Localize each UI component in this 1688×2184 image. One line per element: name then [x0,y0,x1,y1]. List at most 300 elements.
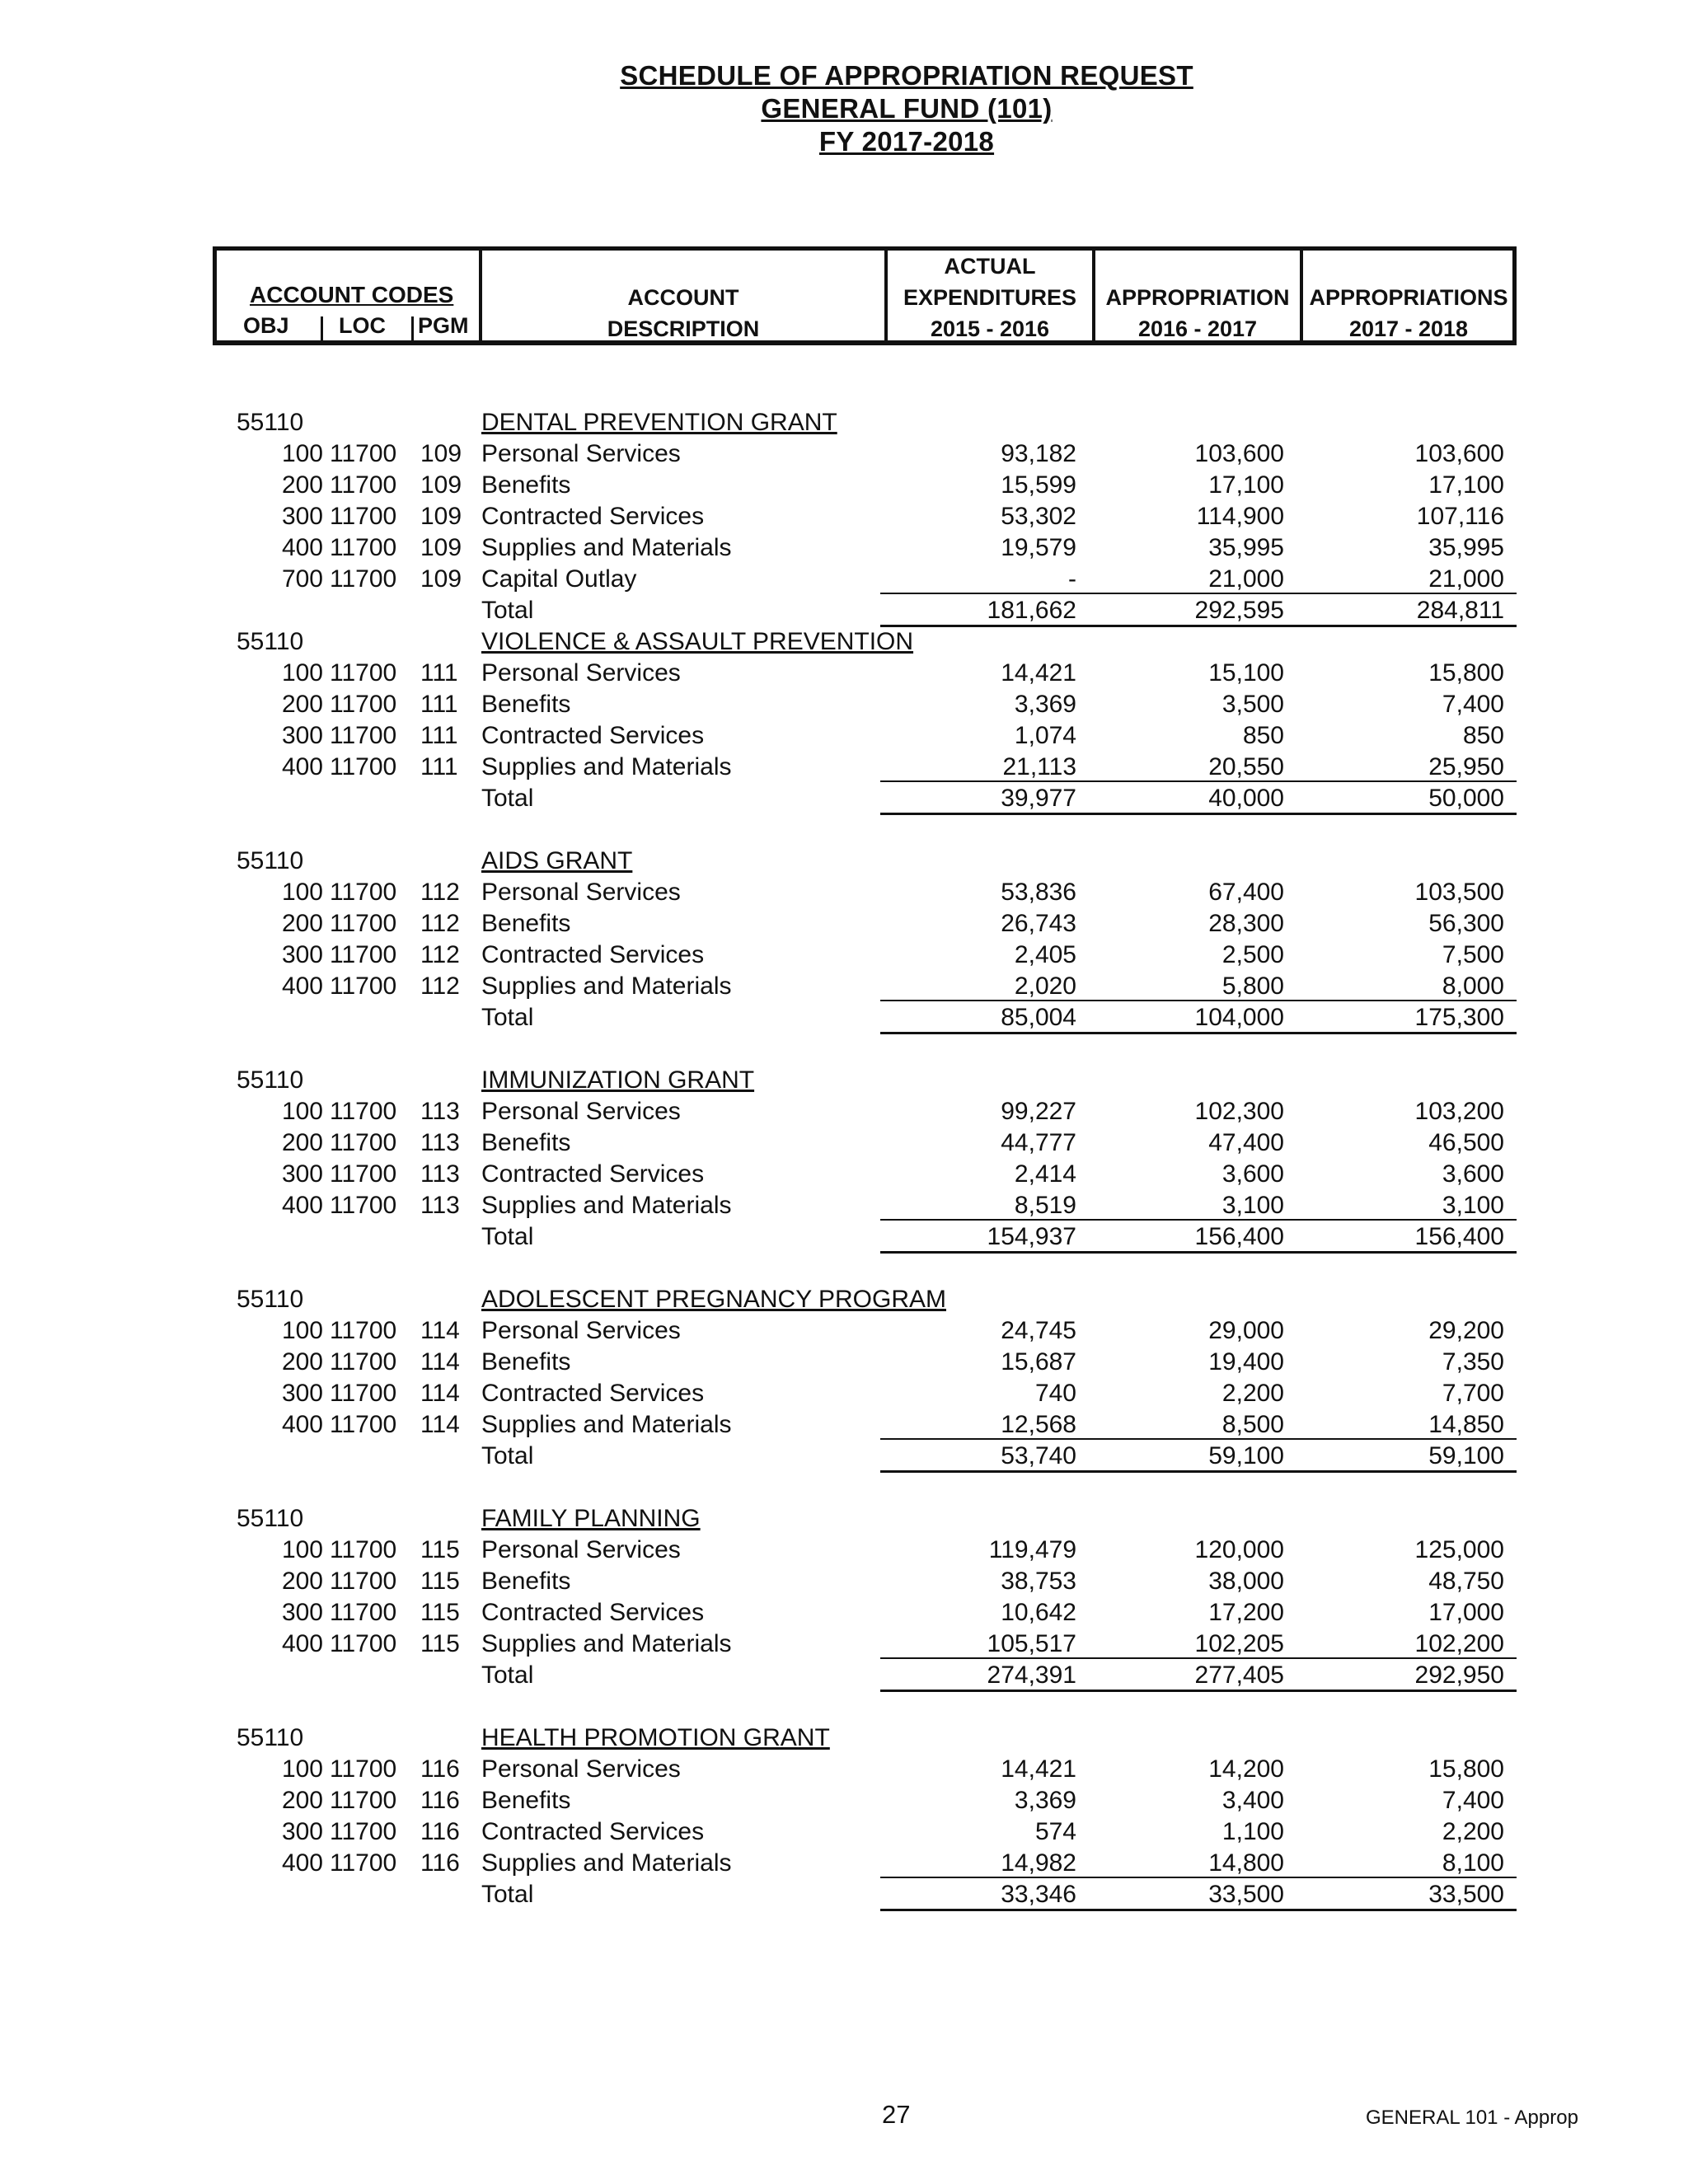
group-title: FAMILY PLANNING [481,1505,701,1532]
obj-code: 700 [281,565,323,593]
appropriations-value: 2,200 [1442,1818,1504,1845]
pgm-code: 111 [420,691,458,718]
account-description: Benefits [481,1787,571,1814]
account-description: Benefits [481,1348,571,1376]
header-account-codes-label: ACCOUNT CODES [250,282,454,307]
account-description: Contracted Services [481,1160,705,1188]
account-description: Supplies and Materials [481,1411,732,1438]
obj-code: 200 [281,910,323,937]
pgm-code: 114 [420,1380,460,1407]
table-row [0,438,1688,470]
header-appropriation [1095,251,1300,340]
header-obj: OBJ [243,313,289,338]
loc-code: 11700 [330,565,397,593]
pgm-code: 112 [420,910,460,937]
appropriation-value: 19,400 [1208,1348,1284,1376]
actual-expenditures-value: 53,836 [1001,879,1076,906]
table-header [213,246,1517,345]
pgm-code: 113 [420,1098,460,1125]
total-row [0,1660,1688,1691]
appropriations-value: 102,200 [1414,1630,1504,1657]
account-description: Benefits [481,691,571,718]
group-title: ADOLESCENT PREGNANCY PROGRAM [481,1286,947,1313]
total-appropriations: 50,000 [1428,785,1504,812]
subtotal-rule [880,1000,1517,1001]
appropriations-value: 107,116 [1416,503,1504,530]
actual-expenditures-value: 14,982 [1001,1849,1076,1877]
pgm-code: 113 [420,1129,460,1156]
obj-code: 100 [281,1755,323,1783]
actual-expenditures-value: 26,743 [1001,910,1076,937]
appropriation-value: 850 [1242,722,1284,749]
account-code: 55110 [237,1066,304,1094]
table-row [0,1159,1688,1190]
total-label: Total [481,1442,534,1469]
account-description: Supplies and Materials [481,534,732,561]
table-row [0,1315,1688,1347]
appropriations-value: 14,850 [1428,1411,1504,1438]
account-description: Capital Outlay [481,565,637,593]
group-heading [0,1284,1688,1315]
total-row [0,1441,1688,1472]
header-account: ACCOUNT [627,285,739,310]
pgm-code: 109 [420,565,462,593]
account-description: Contracted Services [481,941,705,968]
table-row [0,1347,1688,1378]
actual-expenditures-value: 21,113 [1002,753,1076,780]
appropriation-value: 17,200 [1208,1599,1284,1626]
appropriation-value: 2,500 [1221,941,1284,968]
actual-expenditures-value: 740 [1034,1380,1076,1407]
subtotal-rule [880,1657,1517,1659]
total-label: Total [481,597,534,624]
table-row [0,752,1688,783]
appropriations-value: 7,400 [1442,691,1504,718]
obj-code: 300 [281,1160,323,1188]
loc-code: 11700 [330,1317,397,1344]
obj-code: 200 [281,1348,323,1376]
actual-expenditures-value: 53,302 [1001,503,1076,530]
actual-expenditures-value: 2,405 [1014,941,1076,968]
account-description: Contracted Services [481,1599,705,1626]
account-description: Supplies and Materials [481,972,732,1000]
appropriation-value: 14,800 [1208,1849,1284,1877]
appropriation-value: 120,000 [1194,1536,1284,1563]
total-appropriation: 292,595 [1194,597,1284,624]
footer-reference: GENERAL 101 - Approp [1366,2107,1578,2129]
pgm-code: 112 [420,879,460,906]
group-heading [0,626,1688,658]
appropriation-value: 14,200 [1208,1755,1284,1783]
appropriations-value: 25,950 [1428,753,1504,780]
subtotal-rule [880,1438,1517,1440]
account-description: Supplies and Materials [481,1192,732,1219]
appropriations-value: 3,600 [1442,1160,1504,1188]
appropriations-value: 125,000 [1414,1536,1504,1563]
actual-expenditures-value: 15,687 [1001,1348,1076,1376]
header-appropriations [1303,251,1514,340]
table-row [0,1535,1688,1566]
pgm-code: 109 [420,440,462,467]
table-row [0,1566,1688,1597]
table-row [0,1754,1688,1785]
total-actual-expenditures: 39,977 [1001,785,1076,812]
total-row [0,1879,1688,1910]
group-heading [0,1065,1688,1096]
total-label: Total [481,1661,534,1689]
loc-code: 11700 [330,1160,397,1188]
table-row [0,689,1688,720]
header-appropriations-label: APPROPRIATIONS [1309,285,1508,310]
total-actual-expenditures: 85,004 [1001,1004,1076,1031]
header-expenditures: EXPENDITURES [903,285,1077,310]
appropriations-value: 103,500 [1414,879,1504,906]
pgm-code: 115 [420,1599,460,1626]
appropriation-value: 103,600 [1194,440,1284,467]
header-divider [321,316,323,343]
total-appropriations: 175,300 [1414,1004,1504,1031]
account-description: Contracted Services [481,503,705,530]
loc-code: 11700 [330,1630,397,1657]
header-loc: LOC [339,313,386,338]
table-row [0,1096,1688,1127]
table-row [0,532,1688,564]
total-appropriation: 277,405 [1194,1661,1284,1689]
obj-code: 400 [281,1192,323,1219]
loc-code: 11700 [330,471,397,499]
account-description: Personal Services [481,1536,681,1563]
account-code: 55110 [237,409,304,436]
obj-code: 200 [281,1129,323,1156]
appropriations-value: 35,995 [1428,534,1504,561]
total-label: Total [481,785,534,812]
table-row [0,971,1688,1002]
appropriations-value: 15,800 [1428,659,1504,687]
obj-code: 300 [281,941,323,968]
total-appropriations: 284,811 [1416,597,1504,624]
account-description: Contracted Services [481,1380,705,1407]
actual-expenditures-value: 14,421 [1001,1755,1076,1783]
appropriations-value: 29,200 [1428,1317,1504,1344]
pgm-code: 109 [420,503,462,530]
loc-code: 11700 [330,1818,397,1845]
loc-code: 11700 [330,1849,397,1877]
appropriation-value: 20,550 [1208,753,1284,780]
account-description: Personal Services [481,1755,681,1783]
appropriations-value: 7,500 [1442,941,1504,968]
account-description: Personal Services [481,1098,681,1125]
total-row [0,595,1688,626]
actual-expenditures-value: 8,519 [1014,1192,1076,1219]
title-line-3: FY 2017-2018 [818,126,995,157]
pgm-code: 114 [420,1348,460,1376]
page-number: 27 [882,2100,911,2129]
loc-code: 11700 [330,1599,397,1626]
account-description: Personal Services [481,440,681,467]
appropriation-value: 102,300 [1194,1098,1284,1125]
account-description: Personal Services [481,659,681,687]
total-appropriation: 59,100 [1208,1442,1284,1469]
obj-code: 200 [281,1568,323,1595]
total-actual-expenditures: 181,662 [987,597,1076,624]
total-rule [880,1032,1517,1034]
appropriations-value: 56,300 [1428,910,1504,937]
appropriation-value: 1,100 [1221,1818,1284,1845]
subtotal-rule [880,1219,1517,1221]
actual-expenditures-value: 574 [1034,1818,1076,1845]
actual-expenditures-value: 19,579 [1001,534,1076,561]
table-row [0,1848,1688,1879]
group-heading [0,846,1688,877]
group-title: AIDS GRANT [481,847,633,874]
total-appropriations: 292,950 [1414,1661,1504,1689]
account-code: 55110 [237,847,304,874]
total-appropriation: 104,000 [1194,1004,1284,1031]
appropriation-value: 102,205 [1194,1630,1284,1657]
loc-code: 11700 [330,1348,397,1376]
appropriation-value: 3,600 [1221,1160,1284,1188]
total-label: Total [481,1223,534,1250]
appropriations-value: 8,000 [1442,972,1504,1000]
appropriation-value: 29,000 [1208,1317,1284,1344]
pgm-code: 115 [420,1536,460,1563]
table-row [0,1597,1688,1629]
account-description: Benefits [481,910,571,937]
pgm-code: 116 [420,1849,460,1877]
appropriation-value: 28,300 [1208,910,1284,937]
account-description: Personal Services [481,1317,681,1344]
appropriations-value: 850 [1462,722,1504,749]
pgm-code: 111 [420,722,458,749]
header-appropriation-years: 2016 - 2017 [1137,316,1258,341]
actual-expenditures-value: 93,182 [1001,440,1076,467]
loc-code: 11700 [330,1787,397,1814]
actual-expenditures-value: 44,777 [1001,1129,1076,1156]
appropriation-value: 21,000 [1208,565,1284,593]
loc-code: 11700 [330,440,397,467]
header-divider [411,316,414,343]
loc-code: 11700 [330,1380,397,1407]
pgm-code: 116 [420,1787,460,1814]
actual-expenditures-value: 2,020 [1014,972,1076,1000]
obj-code: 200 [281,1787,323,1814]
pgm-code: 112 [420,941,460,968]
appropriations-value: 8,100 [1442,1849,1504,1877]
total-actual-expenditures: 53,740 [1001,1442,1076,1469]
account-description: Contracted Services [481,722,705,749]
group-heading [0,1503,1688,1535]
account-code: 55110 [237,1724,304,1751]
appropriations-value: 48,750 [1428,1568,1504,1595]
obj-code: 400 [281,534,323,561]
appropriation-value: 67,400 [1208,879,1284,906]
loc-code: 11700 [330,1536,397,1563]
group-title: DENTAL PREVENTION GRANT [481,409,837,436]
obj-code: 100 [281,879,323,906]
appropriations-value: 7,400 [1442,1787,1504,1814]
appropriation-value: 3,400 [1221,1787,1284,1814]
table-row [0,1629,1688,1660]
total-label: Total [481,1004,534,1031]
header-actual-label: ACTUAL [944,254,1036,279]
obj-code: 100 [281,1536,323,1563]
appropriations-value: 17,000 [1428,1599,1504,1626]
table-row [0,658,1688,689]
actual-expenditures-value: 38,753 [1001,1568,1076,1595]
group-heading [0,407,1688,438]
loc-code: 11700 [330,1098,397,1125]
table-row [0,1127,1688,1159]
table-row [0,720,1688,752]
table-row [0,564,1688,595]
appropriation-value: 47,400 [1208,1129,1284,1156]
appropriation-value: 114,900 [1196,503,1284,530]
obj-code: 400 [281,972,323,1000]
obj-code: 300 [281,1818,323,1845]
appropriation-value: 38,000 [1208,1568,1284,1595]
actual-expenditures-value: 1,074 [1014,722,1076,749]
table-row [0,908,1688,940]
loc-code: 11700 [330,722,397,749]
title-line-2: GENERAL FUND (101) [761,93,1053,124]
appropriation-value: 17,100 [1208,471,1284,499]
actual-expenditures-value: - [1068,565,1076,593]
actual-expenditures-value: 2,414 [1014,1160,1076,1188]
appropriation-value: 5,800 [1221,972,1284,1000]
total-rule [880,813,1517,815]
pgm-code: 111 [420,659,458,687]
appropriations-value: 7,700 [1442,1380,1504,1407]
group-title: HEALTH PROMOTION GRANT [481,1724,830,1751]
obj-code: 300 [281,1599,323,1626]
table-row [0,501,1688,532]
loc-code: 11700 [330,1568,397,1595]
obj-code: 200 [281,691,323,718]
total-appropriations: 59,100 [1428,1442,1504,1469]
actual-expenditures-value: 99,227 [1001,1098,1076,1125]
obj-code: 100 [281,659,323,687]
table-row [0,1409,1688,1441]
appropriations-value: 46,500 [1428,1129,1504,1156]
subtotal-rule [880,780,1517,782]
pgm-code: 112 [420,972,460,1000]
obj-code: 300 [281,503,323,530]
loc-code: 11700 [330,941,397,968]
appropriation-value: 15,100 [1208,659,1284,687]
appropriations-value: 7,350 [1442,1348,1504,1376]
appropriation-value: 8,500 [1221,1411,1284,1438]
subtotal-rule [880,593,1517,594]
loc-code: 11700 [330,1192,397,1219]
appropriation-value: 3,100 [1221,1192,1284,1219]
loc-code: 11700 [330,972,397,1000]
header-appropriation-label: APPROPRIATION [1105,285,1290,310]
actual-expenditures-value: 105,517 [987,1630,1076,1657]
document-title [0,59,1688,158]
table-row [0,877,1688,908]
pgm-code: 113 [420,1192,460,1219]
actual-expenditures-value: 15,599 [1001,471,1076,499]
group-heading [0,1722,1688,1754]
total-label: Total [481,1881,534,1908]
total-appropriation: 156,400 [1194,1223,1284,1250]
table-row [0,1378,1688,1409]
obj-code: 100 [281,440,323,467]
loc-code: 11700 [330,691,397,718]
pgm-code: 114 [420,1317,460,1344]
actual-expenditures-value: 12,568 [1001,1411,1076,1438]
pgm-code: 114 [420,1411,460,1438]
subtotal-rule [880,1877,1517,1878]
loc-code: 11700 [330,659,397,687]
appropriations-value: 103,200 [1414,1098,1504,1125]
account-code: 55110 [237,628,304,655]
actual-expenditures-value: 14,421 [1001,659,1076,687]
obj-code: 400 [281,753,323,780]
obj-code: 100 [281,1098,323,1125]
actual-expenditures-value: 3,369 [1014,691,1076,718]
account-description: Supplies and Materials [481,1849,732,1877]
total-row [0,1221,1688,1253]
actual-expenditures-value: 24,745 [1001,1317,1076,1344]
appropriations-value: 21,000 [1428,565,1504,593]
obj-code: 400 [281,1630,323,1657]
header-description: DESCRIPTION [607,316,760,341]
total-rule [880,1470,1517,1473]
total-row [0,783,1688,814]
obj-code: 400 [281,1411,323,1438]
header-appropriations-years: 2017 - 2018 [1348,316,1469,341]
account-description: Benefits [481,1568,571,1595]
header-pgm: PGM [418,313,469,338]
table-row [0,1785,1688,1816]
total-rule [880,1909,1517,1911]
total-appropriation: 33,500 [1208,1881,1284,1908]
obj-code: 100 [281,1317,323,1344]
loc-code: 11700 [330,1129,397,1156]
actual-expenditures-value: 119,479 [988,1536,1076,1563]
table-row [0,1816,1688,1848]
appropriation-value: 3,500 [1221,691,1284,718]
obj-code: 300 [281,1380,323,1407]
pgm-code: 116 [420,1818,460,1845]
table-row [0,1190,1688,1221]
header-account-codes [217,251,481,340]
appropriations-value: 15,800 [1428,1755,1504,1783]
appropriations-value: 17,100 [1428,471,1504,499]
account-description: Supplies and Materials [481,1630,732,1657]
appropriation-value: 2,200 [1221,1380,1284,1407]
total-actual-expenditures: 154,937 [987,1223,1076,1250]
obj-code: 300 [281,722,323,749]
loc-code: 11700 [330,1411,397,1438]
account-description: Supplies and Materials [481,753,732,780]
account-description: Benefits [481,1129,571,1156]
pgm-code: 109 [420,471,462,499]
account-code: 55110 [237,1505,304,1532]
account-description: Benefits [481,471,571,499]
pgm-code: 116 [420,1755,460,1783]
header-account-description [482,251,884,340]
appropriation-value: 35,995 [1208,534,1284,561]
actual-expenditures-value: 3,369 [1014,1787,1076,1814]
loc-code: 11700 [330,879,397,906]
actual-expenditures-value: 10,642 [1001,1599,1076,1626]
account-description: Contracted Services [481,1818,705,1845]
group-title: VIOLENCE & ASSAULT PREVENTION [481,628,914,655]
appropriations-value: 103,600 [1414,440,1504,467]
loc-code: 11700 [330,534,397,561]
